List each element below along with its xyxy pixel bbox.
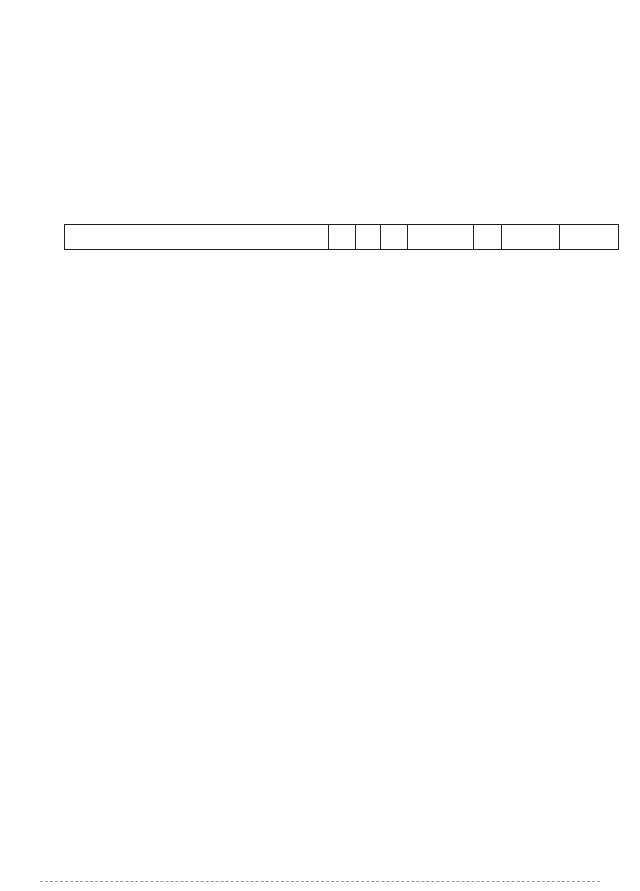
header-min xyxy=(329,225,356,250)
header-sum-2022 xyxy=(560,225,619,250)
header-vr xyxy=(474,225,502,250)
table-header-row xyxy=(65,225,619,250)
header-pr xyxy=(381,225,408,250)
bottom-divider xyxy=(40,881,600,882)
header-rz xyxy=(356,225,381,250)
header-name xyxy=(65,225,329,250)
header-sum-2021 xyxy=(502,225,560,250)
budget-table xyxy=(64,224,619,250)
header-csr xyxy=(408,225,474,250)
